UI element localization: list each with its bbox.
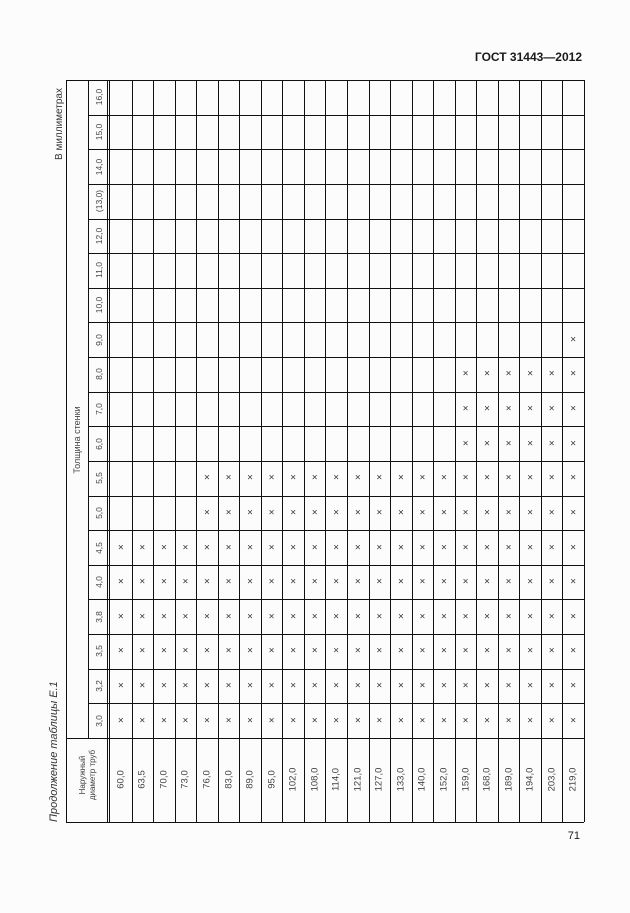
availability-mark: × [354, 611, 361, 623]
thickness-value: 4,0 [94, 576, 104, 589]
availability-mark: × [139, 611, 146, 623]
availability-mark: × [570, 715, 577, 727]
availability-mark: × [376, 472, 383, 484]
availability-mark: × [376, 576, 383, 588]
availability-mark: × [505, 715, 512, 727]
availability-mark: × [376, 507, 383, 519]
availability-mark: × [570, 334, 577, 346]
page-number: 71 [567, 830, 580, 842]
availability-mark: × [419, 715, 426, 727]
availability-mark: × [484, 368, 490, 380]
units-label: В миллиметрах [54, 88, 65, 160]
document-code: ГОСТ 31443—2012 [474, 50, 582, 64]
diameter-value: 152,0 [438, 767, 450, 792]
grid-line [390, 80, 391, 822]
thickness-value: 10,0 [94, 296, 104, 314]
availability-mark: × [376, 645, 383, 657]
availability-mark: × [290, 507, 297, 519]
availability-mark: × [462, 368, 469, 380]
availability-mark: × [419, 576, 426, 588]
availability-mark: × [484, 542, 490, 554]
availability-mark: × [527, 438, 534, 450]
grid-line [88, 288, 584, 289]
availability-mark: × [311, 645, 318, 657]
diameter-value: 70,0 [158, 770, 170, 789]
availability-mark: × [160, 680, 167, 692]
availability-mark: × [204, 507, 210, 519]
availability-mark: × [247, 576, 253, 588]
availability-mark: × [333, 611, 340, 623]
availability-mark: × [397, 576, 404, 588]
availability-mark: × [462, 715, 469, 727]
availability-mark: × [397, 611, 404, 623]
diameter-value: 108,0 [309, 767, 321, 792]
availability-mark: × [204, 680, 210, 692]
availability-mark: × [268, 715, 275, 727]
availability-mark: × [462, 472, 469, 484]
availability-mark: × [117, 576, 124, 588]
availability-mark: × [268, 611, 275, 623]
availability-mark: × [139, 576, 146, 588]
availability-mark: × [268, 542, 275, 554]
availability-mark: × [527, 680, 534, 692]
grid-line [107, 80, 108, 822]
availability-mark: × [160, 542, 167, 554]
availability-mark: × [527, 368, 534, 380]
thickness-value: 5,5 [94, 472, 104, 485]
diameter-value: 73,0 [179, 770, 191, 789]
availability-mark: × [548, 680, 555, 692]
availability-mark: × [376, 611, 383, 623]
availability-mark: × [354, 680, 361, 692]
availability-mark: × [570, 680, 577, 692]
grid-line [88, 80, 89, 738]
availability-mark: × [397, 472, 404, 484]
availability-mark: × [548, 542, 555, 554]
availability-mark: × [117, 680, 124, 692]
availability-mark: × [204, 472, 210, 484]
availability-mark: × [484, 507, 490, 519]
thickness-value: (13,0) [94, 190, 104, 213]
availability-mark: × [333, 715, 340, 727]
grid-line [261, 80, 262, 822]
availability-mark: × [548, 645, 555, 657]
availability-mark: × [354, 542, 361, 554]
grid-line [476, 80, 477, 822]
availability-mark: × [160, 715, 167, 727]
thickness-value: 8,0 [94, 368, 104, 381]
grid-line [433, 80, 434, 822]
availability-mark: × [419, 680, 426, 692]
grid-line [88, 530, 584, 531]
diameter-value: 159,0 [460, 767, 471, 792]
availability-mark: × [182, 715, 189, 727]
thickness-value: 4,5 [94, 541, 104, 554]
availability-mark: × [160, 645, 167, 657]
availability-mark: × [462, 507, 469, 519]
availability-mark: × [419, 472, 426, 484]
availability-mark: × [484, 576, 490, 588]
diameter-value: 89,0 [244, 770, 256, 789]
availability-mark: × [268, 645, 275, 657]
grid-line [88, 703, 584, 704]
availability-mark: × [548, 368, 555, 380]
availability-mark: × [139, 542, 146, 554]
availability-mark: × [290, 645, 297, 657]
availability-mark: × [333, 576, 340, 588]
availability-mark: × [182, 611, 189, 623]
availability-mark: × [354, 507, 361, 519]
availability-mark: × [397, 507, 404, 519]
availability-mark: × [225, 542, 232, 554]
availability-mark: × [182, 542, 189, 554]
availability-mark: × [484, 680, 490, 692]
grid-line [88, 322, 584, 323]
grid-line [132, 80, 133, 822]
availability-mark: × [139, 715, 146, 727]
grid-line [239, 80, 240, 822]
availability-mark: × [354, 645, 361, 657]
availability-mark: × [182, 680, 189, 692]
availability-mark: × [527, 472, 534, 484]
grid-line [88, 253, 584, 254]
availability-mark: × [570, 576, 577, 588]
availability-mark: × [527, 715, 534, 727]
availability-mark: × [570, 368, 577, 380]
availability-mark: × [441, 680, 447, 692]
availability-mark: × [268, 576, 275, 588]
availability-mark: × [397, 715, 404, 727]
diameter-value: 95,0 [266, 770, 278, 789]
availability-mark: × [527, 576, 534, 588]
thickness-value: 3,8 [94, 610, 104, 623]
availability-mark: × [484, 403, 490, 415]
availability-mark: × [311, 542, 318, 554]
availability-mark: × [505, 576, 512, 588]
grid-line [88, 496, 584, 497]
availability-mark: × [333, 680, 340, 692]
grid-line [519, 80, 520, 822]
availability-mark: × [505, 438, 512, 450]
diameter-value: 194,0 [524, 767, 536, 792]
grid-line [196, 80, 197, 822]
availability-mark: × [290, 576, 297, 588]
availability-mark: × [570, 645, 577, 657]
availability-mark: × [419, 542, 426, 554]
grid-line [412, 80, 413, 822]
availability-mark: × [117, 715, 124, 727]
availability-mark: × [570, 403, 577, 415]
availability-mark: × [441, 715, 447, 727]
availability-mark: × [548, 576, 555, 588]
availability-mark: × [462, 680, 469, 692]
availability-mark: × [268, 507, 275, 519]
availability-mark: × [441, 507, 447, 519]
grid-line [175, 80, 176, 822]
availability-mark: × [570, 507, 577, 519]
diameter-value: 203,0 [546, 767, 558, 792]
grid-line [88, 219, 584, 220]
availability-mark: × [462, 611, 469, 623]
grid-line [88, 392, 584, 393]
availability-mark: × [419, 611, 426, 623]
availability-mark: × [548, 472, 555, 484]
thickness-table [66, 80, 584, 822]
availability-mark: × [527, 403, 534, 415]
availability-mark: × [527, 645, 534, 657]
grid-line [88, 149, 584, 150]
availability-mark: × [462, 645, 469, 657]
availability-mark: × [484, 611, 490, 623]
availability-mark: × [333, 542, 340, 554]
diameter-value: 219,0 [567, 767, 579, 792]
availability-mark: × [548, 438, 555, 450]
availability-mark: × [333, 645, 340, 657]
availability-mark: × [441, 472, 447, 484]
thickness-value: 7,0 [94, 403, 104, 415]
availability-mark: × [268, 680, 275, 692]
diameter-value: 83,0 [223, 770, 234, 789]
availability-mark: × [225, 472, 232, 484]
availability-mark: × [204, 542, 210, 554]
availability-mark: × [247, 680, 253, 692]
availability-mark: × [419, 645, 426, 657]
availability-mark: × [225, 611, 232, 623]
thickness-value: 3,2 [94, 680, 104, 692]
availability-mark: × [247, 715, 253, 727]
availability-mark: × [527, 611, 534, 623]
diameter-value: 168,0 [481, 767, 493, 792]
grid-line [88, 426, 584, 427]
availability-mark: × [570, 472, 577, 484]
grid-line [304, 80, 305, 822]
availability-mark: × [160, 611, 167, 623]
availability-mark: × [182, 645, 189, 657]
availability-mark: × [548, 403, 555, 415]
availability-mark: × [354, 715, 361, 727]
grid-line [153, 80, 154, 822]
availability-mark: × [247, 611, 253, 623]
availability-mark: × [462, 542, 469, 554]
thickness-value: 3,5 [94, 645, 104, 658]
availability-mark: × [225, 645, 232, 657]
grid-line [66, 822, 584, 823]
availability-mark: × [290, 472, 297, 484]
availability-mark: × [247, 645, 253, 657]
availability-mark: × [268, 472, 275, 484]
availability-mark: × [247, 542, 253, 554]
grid-line [109, 80, 110, 822]
grid-line [541, 80, 542, 822]
availability-mark: × [311, 472, 318, 484]
thickness-value: 16,0 [94, 89, 104, 106]
grid-line [282, 80, 283, 822]
availability-mark: × [311, 715, 318, 727]
availability-mark: × [548, 507, 555, 519]
diameter-value: 189,0 [503, 767, 515, 792]
availability-mark: × [570, 542, 577, 554]
grid-line [498, 80, 499, 822]
availability-mark: × [397, 542, 404, 554]
availability-mark: × [527, 507, 534, 519]
grid-line [88, 634, 584, 635]
availability-mark: × [484, 715, 490, 727]
availability-mark: × [505, 472, 512, 484]
availability-mark: × [182, 576, 189, 588]
grid-line [88, 599, 584, 600]
diameter-value: 114,0 [330, 767, 342, 792]
diameter-value: 121,0 [352, 767, 364, 792]
thickness-value: 11,0 [94, 262, 104, 279]
availability-mark: × [311, 680, 318, 692]
availability-mark: × [441, 611, 447, 623]
availability-mark: × [225, 715, 232, 727]
availability-mark: × [484, 645, 490, 657]
availability-mark: × [419, 507, 426, 519]
grid-line [562, 80, 563, 822]
availability-mark: × [225, 680, 232, 692]
availability-mark: × [354, 576, 361, 588]
grid-line [325, 80, 326, 822]
availability-mark: × [397, 645, 404, 657]
availability-mark: × [139, 680, 146, 692]
availability-mark: × [225, 507, 232, 519]
availability-mark: × [311, 611, 318, 623]
continuation-label: Продолжение таблицы Е.1 [48, 681, 60, 822]
availability-mark: × [311, 576, 318, 588]
availability-mark: × [505, 611, 512, 623]
availability-mark: × [160, 576, 167, 588]
grid-line [88, 461, 584, 462]
availability-mark: × [441, 542, 447, 554]
thickness-value: 9,0 [94, 333, 104, 346]
diameter-value: 102,0 [287, 767, 299, 792]
availability-mark: × [290, 680, 297, 692]
availability-mark: × [441, 645, 447, 657]
grid-line [88, 357, 584, 358]
availability-mark: × [247, 507, 253, 519]
thickness-value: 6,0 [94, 437, 104, 450]
diameter-value: 140,0 [416, 767, 428, 792]
availability-mark: × [333, 472, 340, 484]
availability-mark: × [484, 438, 490, 450]
availability-mark: × [462, 576, 469, 588]
availability-mark: × [505, 507, 512, 519]
diameter-value: 76,0 [201, 770, 213, 789]
grid-line [347, 80, 348, 822]
availability-mark: × [117, 542, 124, 554]
availability-mark: × [570, 438, 577, 450]
availability-mark: × [204, 645, 210, 657]
availability-mark: × [484, 472, 490, 484]
grid-line [369, 80, 370, 822]
thickness-value: 15,0 [94, 123, 104, 141]
availability-mark: × [333, 507, 340, 519]
thickness-header: Толщина стенки [72, 406, 82, 474]
availability-mark: × [505, 403, 512, 415]
grid-line [88, 115, 584, 116]
thickness-value: 5,0 [94, 506, 104, 519]
grid-line [66, 80, 67, 822]
availability-mark: × [505, 645, 512, 657]
grid-line [218, 80, 219, 822]
availability-mark: × [247, 472, 253, 484]
availability-mark: × [548, 611, 555, 623]
thickness-value: 12,0 [94, 227, 104, 245]
diameter-value: 60,0 [115, 770, 127, 789]
availability-mark: × [570, 611, 577, 623]
availability-mark: × [505, 368, 512, 380]
diameter-value: 133,0 [395, 767, 407, 792]
availability-mark: × [505, 542, 512, 554]
availability-mark: × [204, 576, 210, 588]
availability-mark: × [527, 542, 534, 554]
availability-mark: × [548, 715, 555, 727]
thickness-value: 14,0 [94, 158, 104, 175]
availability-mark: × [204, 715, 210, 727]
availability-mark: × [376, 680, 383, 692]
availability-mark: × [376, 715, 383, 727]
availability-mark: × [376, 542, 383, 554]
availability-mark: × [354, 472, 361, 484]
availability-mark: × [290, 542, 297, 554]
availability-mark: × [139, 645, 146, 657]
grid-line [88, 184, 584, 185]
availability-mark: × [204, 611, 210, 623]
availability-mark: × [397, 680, 404, 692]
diameter-value: 63,5 [136, 770, 148, 789]
availability-mark: × [290, 611, 297, 623]
grid-line [455, 80, 456, 822]
thickness-value: 3,0 [94, 714, 104, 727]
diameter-value: 127,0 [373, 767, 385, 792]
grid-line [88, 669, 584, 670]
grid-line [584, 80, 585, 822]
availability-mark: × [225, 576, 232, 588]
availability-mark: × [311, 507, 318, 519]
availability-mark: × [462, 403, 469, 415]
availability-mark: × [441, 576, 447, 588]
availability-mark: × [117, 645, 124, 657]
availability-mark: × [505, 680, 512, 692]
grid-line [88, 565, 584, 566]
diameter-header: Наружный диаметр труб [78, 749, 97, 801]
availability-mark: × [117, 611, 124, 623]
availability-mark: × [290, 715, 297, 727]
availability-mark: × [462, 438, 469, 450]
